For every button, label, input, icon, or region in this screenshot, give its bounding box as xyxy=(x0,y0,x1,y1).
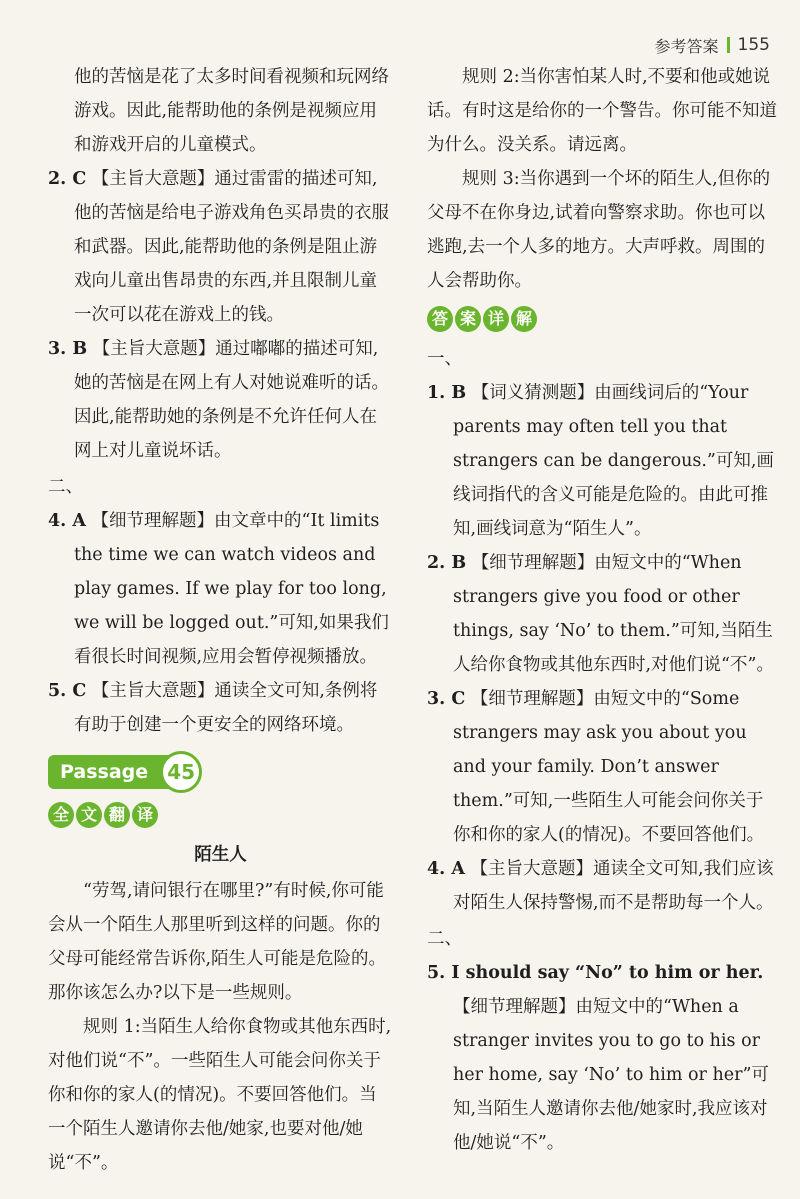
left-column xyxy=(48,60,393,1180)
label-char: 文 xyxy=(76,802,102,828)
question-type: 【细节理解题】 xyxy=(91,511,215,531)
section-heading-1: 一、 xyxy=(427,349,462,369)
answer-explanation: 通读全文可知,条例将有助于创建一个更安全的网络环境。 xyxy=(74,681,378,735)
passage-badge xyxy=(48,752,202,792)
answer-explanation: 由短文中的“Some strangers may ask you about you and your family. Don’t answer them.”可知,一些陌生人可能会问你关于你和你的家人(的情况)。不要回答他们。 xyxy=(453,689,765,845)
answer-number: 3. B xyxy=(48,339,88,359)
answer-item-4 xyxy=(427,852,777,920)
right-column xyxy=(427,60,777,1160)
answer-continuation: 他的苦恼是花了太多时间看视频和玩网络游戏。因此,能帮助他的条例是视频应用和游戏开启的儿童模式。 xyxy=(74,67,389,155)
answer-number: 2. B xyxy=(427,553,467,573)
translation-paragraph-3: 规则 2:当你害怕某人时,不要和他或她说话。有时这是给你的一个警告。你可能不知道为什么。没关系。请远离。 xyxy=(427,67,777,155)
question-type: 【词义猜测题】 xyxy=(471,383,595,403)
answer-item-5 xyxy=(48,674,393,742)
passage-label: Passage xyxy=(48,755,174,789)
answer-number: 4. A xyxy=(48,511,86,531)
answer-item-2 xyxy=(427,546,777,682)
page-number: 155 xyxy=(737,35,770,55)
answer-explanation: 由画线词后的“Your parents may often tell you that strangers can be dangerous.”可知,画线词指代的含义可能是危险的。由此可推知,画线词意为“陌生人”。 xyxy=(453,383,774,539)
answer-explanation: 由文章中的“It limits the time we can watch videos and play games. If we play for too long, we will be logged out.”可知,如果我们看很长时间视频,应用会暂停视频播放。 xyxy=(74,511,389,667)
passage-number: 45 xyxy=(160,751,202,793)
question-type: 【主旨大意题】 xyxy=(91,681,215,701)
answer-number: 5. I should say “No” to him or her. xyxy=(427,963,764,983)
label-char: 答 xyxy=(427,306,453,332)
answer-number: 5. C xyxy=(48,681,87,701)
answer-item-4 xyxy=(48,504,393,674)
answer-item-3 xyxy=(48,332,393,468)
answer-number: 3. C xyxy=(427,689,466,709)
answer-explanation: 由短文中的“When strangers give you food or other things, say ‘No’ to them.”可知,当陌生人给你食物或其他东西时,对他们说“不”。 xyxy=(453,553,774,675)
label-char: 案 xyxy=(455,306,481,332)
answer-number: 1. B xyxy=(427,383,467,403)
answer-item-5 xyxy=(427,956,777,1160)
section-heading-2: 二、 xyxy=(48,477,83,497)
translation-title: 陌生人 xyxy=(194,845,247,865)
answer-number: 2. C xyxy=(48,169,87,189)
question-type: 【主旨大意题】 xyxy=(91,169,215,189)
label-char: 全 xyxy=(48,802,74,828)
answer-explanation: 通过雷雷的描述可知,他的苦恼是给电子游戏角色买昂贵的衣服和武器。因此,能帮助他的条例是阻止游戏向儿童出售昂贵的东西,并且限制儿童一次可以花在游戏上的钱。 xyxy=(74,169,389,325)
answer-explanation: 通读全文可知,我们应该对陌生人保持警惕,而不是帮助每一个人。 xyxy=(453,859,774,913)
question-type: 【主旨大意题】 xyxy=(470,859,594,879)
answer-number: 4. A xyxy=(427,859,465,879)
answer-item-1 xyxy=(427,376,777,546)
header-label: 参考答案 xyxy=(654,36,719,56)
answer-explanation: 由短文中的“When a stranger invites you to go to his or her home, say ‘No’ to him or her”可知,当陌生人邀请你去他/她家时,我应该对他/她说“不”。 xyxy=(453,997,769,1153)
label-char: 翻 xyxy=(104,802,130,828)
label-char: 译 xyxy=(132,802,158,828)
translation-paragraph-1: “劳驾,请问银行在哪里?”有时候,你可能会从一个陌生人那里听到这样的问题。你的父母可能经常告诉你,陌生人可能是危险的。那你该怎么办?以下是一些规则。 xyxy=(48,881,387,1003)
translation-paragraph-2: 规则 1:当陌生人给你食物或其他东西时,对他们说“不”。一些陌生人可能会问你关于你和你的家人(的情况)。不要回答他们。当一个陌生人邀请你去他/她家,也要对他/她说“不”。 xyxy=(48,1017,392,1173)
question-type: 【细节理解题】 xyxy=(453,997,576,1017)
answers-label xyxy=(427,306,777,332)
header-divider xyxy=(727,37,730,53)
answer-item-2 xyxy=(48,162,393,332)
translation-paragraph-4: 规则 3:当你遇到一个坏的陌生人,但你的父母不在你身边,试着向警察求助。你也可以逃跑,去一个人多的地方。大声呼救。周围的人会帮助你。 xyxy=(427,169,771,291)
label-char: 详 xyxy=(483,306,509,332)
translation-label xyxy=(48,802,393,828)
page-header xyxy=(655,30,770,60)
answer-item-3 xyxy=(427,682,777,852)
question-type: 【细节理解题】 xyxy=(471,553,595,573)
question-type: 【主旨大意题】 xyxy=(92,339,216,359)
question-type: 【细节理解题】 xyxy=(470,689,594,709)
section-heading-2: 二、 xyxy=(427,929,462,949)
answer-explanation: 通过嘟嘟的描述可知,她的苦恼是在网上有人对她说难听的话。因此,能帮助她的条例是不允许任何人在网上对儿童说坏话。 xyxy=(74,339,389,461)
label-char: 解 xyxy=(511,306,537,332)
